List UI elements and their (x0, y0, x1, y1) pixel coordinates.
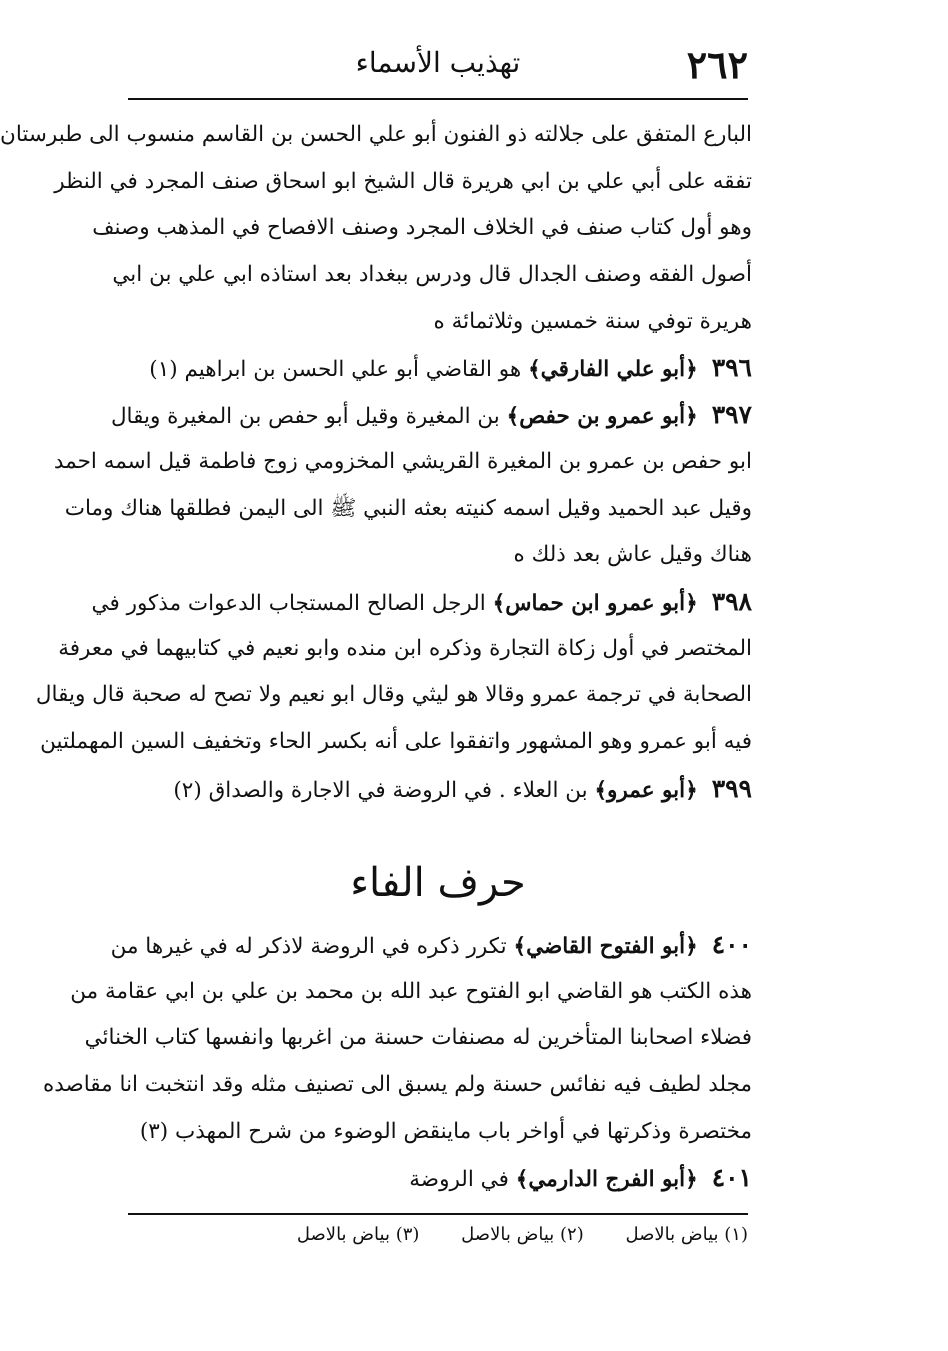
entry-text: في الروضة (409, 1167, 509, 1193)
text-line: تفقه على أبي علي بن ابي هريرة قال الشيخ ابو اسحاق صنف المجرد في النظر (54, 168, 752, 194)
text-line: ابو حفص بن عمرو بن المغيرة القريشي المخزومي زوج فاطمة قيل اسمه احمد (53, 448, 752, 474)
entry-name: ﴿أبو عمرو بن حفص﴾ (506, 404, 698, 430)
text-line: وقيل عبد الحميد وقيل اسمه كنيته بعثه النبي ﷺ الى اليمن فطلقها هناك ومات (64, 495, 752, 521)
header-rule (128, 98, 748, 100)
entry-396-line (126, 345, 752, 392)
entry-name: ﴿أبو علي الفارقي﴾ (528, 357, 698, 383)
text-line: وهو أول كتاب صنف في الخلاف المجرد وصنف الافصاح في المذهب وصنف (92, 215, 752, 241)
page-header (128, 38, 748, 94)
section-text-block (42, 922, 752, 1202)
footnote-2: (٢) بياض بالاصل (461, 1224, 584, 1245)
entry-number: ٣٩٦ (711, 353, 752, 383)
text-line: فيه أبو عمرو وهو المشهور واتفقوا على أنه بكسر الحاء وتخفيف السين المهملتين (40, 728, 752, 754)
section-heading: حرف الفاء (350, 860, 526, 906)
entry-text: تكرر ذكره في الروضة لاذكر له في غيرها من (110, 934, 507, 959)
entry-name: ﴿أبو الفتوح القاضي﴾ (513, 934, 698, 959)
text-line: البارع المتفق على جلالته ذو الفنون أبو علي الحسن بن القاسم منسوب الى طبرستان (0, 122, 752, 147)
entry-number: ٣٩٨ (711, 586, 752, 616)
entry-400-line (110, 922, 752, 969)
footnote-rule (128, 1213, 748, 1215)
text-line: هريرة توفي سنة خمسين وثلاثمائة ه (433, 308, 752, 334)
text-line: فضلاء اصحابنا المتأخرين له مصنفات حسنة من اغربها وانفسها كتاب الخنائي (84, 1025, 752, 1051)
entry-text: هو القاضي أبو علي الحسن بن ابراهيم (١) (149, 357, 522, 383)
text-line: هذه الكتب هو القاضي ابو الفتوح عبد الله بن محمد بن علي بن ابي عقامة من (70, 978, 752, 1004)
entry-number: ٤٠٠ (711, 930, 752, 959)
text-line: هناك وقيل عاش بعد ذلك ه (513, 542, 752, 568)
footnote-3: (٣) بياض بالاصل (296, 1224, 420, 1245)
footnotes (128, 1220, 748, 1250)
entry-397-line (110, 392, 752, 439)
text-line: المختصر في أول زكاة التجارة وذكره ابن منده وابو نعيم في كتابيهما في معرفة (58, 635, 752, 661)
entry-number: ٣٩٧ (711, 400, 752, 430)
entry-number: ٤٠١ (711, 1163, 752, 1193)
entry-398-line (91, 579, 752, 626)
footnote-1: (١) بياض بالاصل (625, 1224, 748, 1245)
entry-name: ﴿أبو عمرو ابن حماس﴾ (492, 590, 698, 616)
entry-name: ﴿أبو عمرو﴾ (594, 777, 698, 803)
running-title: تهذيب الأسماء (355, 46, 521, 79)
text-line: مجلد لطيف فيه نفائس حسنة ولم يسبق الى تصنيف مثله وقد انتخبت انا مقاصده (42, 1072, 752, 1098)
entry-text: الرجل الصالح المستجاب الدعوات مذكور في (91, 590, 486, 616)
text-line: أصول الفقه وصنف الجدال قال ودرس ببغداد بعد استاذه ابي علي بن ابي (112, 262, 752, 288)
text-line: الصحابة في ترجمة عمرو وقالا هو ليثي وقال ابو نعيم ولا تصح له صحبة قال ويقال (35, 682, 752, 708)
text-line: مختصرة وذكرتها في أواخر باب ماينقض الوضوء من شرح المهذب (٣) (139, 1118, 752, 1144)
entry-number: ٣٩٩ (711, 773, 752, 803)
entry-text: بن العلاء . في الروضة في الاجارة والصداق (٢) (173, 777, 588, 803)
entry-401-line (126, 1155, 752, 1202)
page-number: ٢٦٢ (686, 42, 748, 87)
entry-text: بن المغيرة وقيل أبو حفص بن المغيرة ويقال (110, 404, 500, 430)
entry-399-line (126, 766, 752, 813)
entry-name: ﴿أبو الفرج الدارمي﴾ (515, 1167, 698, 1193)
main-text-block (0, 112, 752, 812)
